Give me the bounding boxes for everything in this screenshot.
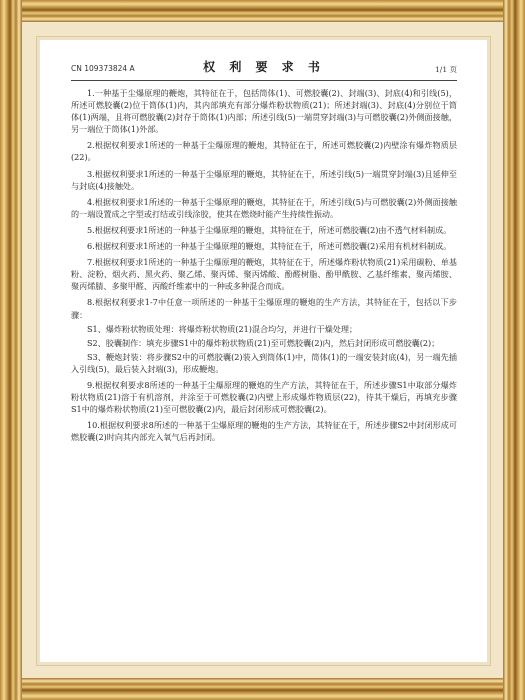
page-header (71, 57, 457, 77)
document-title: 权 利 要 求 书 (203, 60, 325, 74)
claim-1: 1.一种基于尘爆原理的鞭炮，其特征在于，包括筒体(1)、可燃胶囊(2)、封端(3)、封底(4)和引线(5)，所述可燃胶囊(2)位于筒体(1)内，其内部填充有部分爆炸粉状物质(21)；所述封端(3)、封底(4)分别位于筒体(1)两端，且将可燃胶囊(2)封存于筒体(1)内部；所述引线(5)一端贯穿封端(3)与可燃胶囊(2)外侧面接触，另一端位于筒体(1)外部。 (71, 88, 457, 135)
patent-claims-page (36, 36, 491, 666)
document-number: CN 109373824 A (71, 64, 135, 73)
claim-8-step-s3: S3、鞭炮封装：将步骤S2中的可燃胶囊(2)装入到筒体(1)中，筒体(1)的一端安装封底(4)，另一端先插入引线(5)，最后装入封端(3)，形成鞭炮。 (71, 351, 457, 374)
claim-10: 10.根据权利要求8所述的一种基于尘爆原理的鞭炮的生产方法，其特征在于，所述步骤S2中封闭形成可燃胶囊(2)时向其内部充入氧气后再封闭。 (71, 420, 457, 443)
claim-3: 3.根据权利要求1所述的一种基于尘爆原理的鞭炮，其特征在于，所述引线(5)一端贯穿封端(3)且延伸至与封底(4)接触处。 (71, 168, 457, 191)
claim-5: 5.根据权利要求1所述的一种基于尘爆原理的鞭炮，其特征在于，所述可燃胶囊(2)由不透气材料制成。 (87, 224, 452, 235)
claim-2: 2.根据权利要求1所述的一种基于尘爆原理的鞭炮，其特征在于，所述可燃胶囊(2)内壁涂有爆炸物质层(22)。 (71, 140, 457, 163)
claim-8: 8.根据权利要求1-7中任意一项所述的一种基于尘爆原理的鞭炮的生产方法，其特征在于，包括以下步骤： (71, 297, 457, 320)
claims-list (71, 87, 457, 447)
claim-4: 4.根据权利要求1所述的一种基于尘爆原理的鞭炮，其特征在于，所述引线(5)与可燃胶囊(2)外侧面接触的一端设置成之字型或打结或引线涂胶，使其在燃烧时能产生持续性振动。 (71, 196, 457, 219)
claim-6: 6.根据权利要求1所述的一种基于尘爆原理的鞭炮，其特征在于，所述可燃胶囊(2)采用有机材料制成。 (87, 241, 452, 252)
page-number: 1/1 页 (435, 65, 457, 74)
claim-7: 7.根据权利要求1所述的一种基于尘爆原理的鞭炮，其特征在于，所述爆炸粉状物质(21)采用碳粉、单基粉、淀粉、烟火药、黑火药、聚乙烯、聚丙烯、聚丙烯酸、酚醛树脂、酚甲酰胺、乙基纤维素、聚丙烯胺、聚丙烯腈、多聚甲醛、丙酸纤维素中的一种或多种混合而成。 (71, 257, 457, 292)
claim-9: 9.根据权利要求8所述的一种基于尘爆原理的鞭炮的生产方法，其特征在于，所述步骤S1中取部分爆炸粉状物质(21)溶于有机溶剂，并涂至于可燃胶囊(2)内壁上形成爆炸物质层(22)，待其干燥后，再填充步骤S1中的爆炸粉状物质(21)至可燃胶囊(2)内，最后封闭形成可燃胶囊(2)。 (71, 379, 457, 415)
claim-8-step-s2: S2、胶囊制作：填充步骤S1中的爆炸粉状物质(21)至可燃胶囊(2)内，然后封闭形成可燃胶囊(2)； (87, 337, 440, 348)
header-divider (71, 80, 457, 81)
claim-8-step-s1: S1、爆炸粉状物质处理：将爆炸粉状物质(21)混合均匀，并进行干燥处理； (87, 323, 358, 334)
